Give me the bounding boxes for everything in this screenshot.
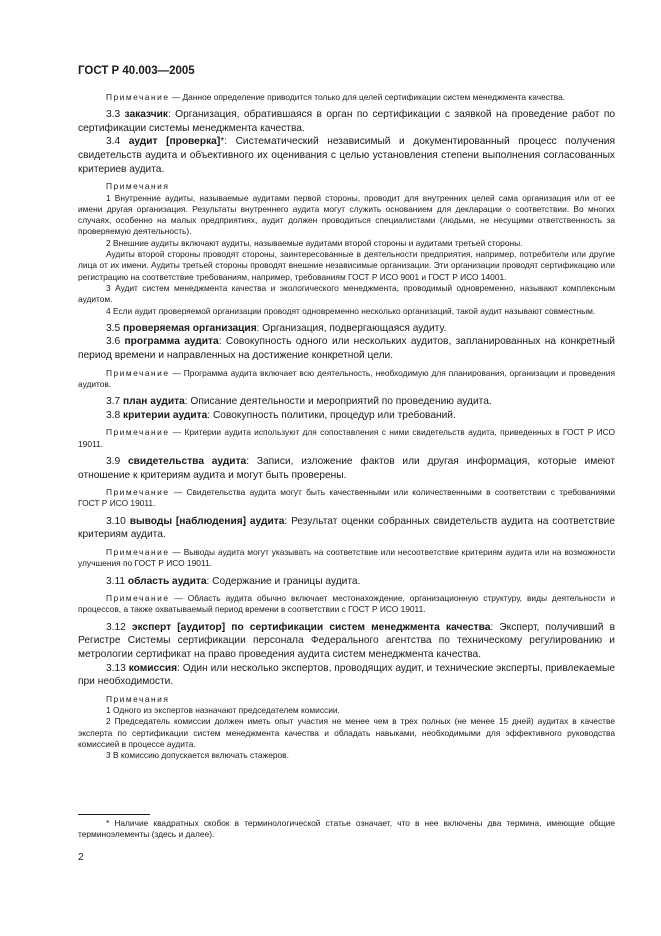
notes-heading-3-13: Примечания <box>106 693 170 704</box>
term-3-11: 3.11 область аудита: Содержание и границы аудита. <box>106 575 361 587</box>
note-3-8: Примечание — Критерии аудита используют для сопоставления с ними свидетельств аудита, приведенных в ГОСТ Р ИСО 19011. <box>78 427 615 449</box>
document-body <box>78 92 615 761</box>
term-name: выводы [наблюдения] аудита <box>129 515 285 527</box>
notes-heading-3-4: Примечания <box>106 181 170 192</box>
note-label: Примечание <box>106 593 170 604</box>
note-3-11: Примечание — Область аудита обычно включает местонахождение, организационную структуру, виды деятельности и процессов, а также охватываемый период времени в соответствии с ГОСТ Р ИСО 19011. <box>78 593 615 615</box>
term-3-3: 3.3 заказчик: Организация, обратившаяся в орган по сертификации с заявкой на проведение работ по сертификации системы менеджмента качества. <box>78 109 616 134</box>
note-3-2: Примечание — Данное определение приводится только для целей сертификации систем менеджмента качества. <box>106 92 566 102</box>
term-name: область аудита <box>127 575 207 587</box>
term-name: эксперт [аудитор] по сертификации систем менеджмента качества <box>131 621 491 633</box>
term-3-13: 3.13 комиссия: Один или несколько экспертов, проводящих аудит, и технические эксперты, привлекаемые при необходимости. <box>78 662 615 688</box>
term-3-8: 3.8 критерии аудита: Совокупность политики, процедур или требований. <box>106 409 456 421</box>
note-3-10: Примечание — Выводы аудита могут указывать на соответствие или несоответствие критериям аудита или на возможности улучшения по ГОСТ Р ИСО 19011. <box>78 546 615 569</box>
term-name: план аудита <box>123 396 185 408</box>
term-3-12: 3.12 эксперт [аудитор] по сертификации систем менеджмента качества: Эксперт, получивший в Регистре Системы сертификации персонала Федерального агентства по техническому регулированию и метрологии сертификат на право проведения аудита систем менеджмента качества. <box>78 621 615 660</box>
term-name: комиссия <box>128 662 178 674</box>
note-3-9: Примечание — Свидетельства аудита могут быть качественными или количественными в соответствии с требованиями ГОСТ Р ИСО 19011. <box>78 487 615 509</box>
note-3-13-2: 2 Председатель комиссии должен иметь опыт участия не менее чем в трех полных (не менее 15 дней) аудитах в качестве эксперта по сертификации систем менеджмента качества и обладать навыками, необходимыми для эффективного руководства комиссией в процессе аудита. <box>78 716 615 749</box>
term-3-7: 3.7 план аудита: Описание деятельности и мероприятий по проведению аудита. <box>106 396 492 408</box>
term-name: программа аудита <box>124 336 219 348</box>
term-3-6: 3.6 программа аудита: Совокупность одного или нескольких аудитов, запланированных на конкретный период времени и направленных на достижение конкретной цели. <box>78 336 615 362</box>
term-name: проверяемая организация <box>123 322 257 334</box>
note-3-13-1: 1 Одного из экспертов назначают председателем комиссии. <box>106 705 340 715</box>
term-3-10: 3.10 выводы [наблюдения] аудита: Результат оценки собранных свидетельств аудита на соответствие критериям аудита. <box>78 515 615 541</box>
note-3-4-1: 1 Внутренние аудиты, называемые аудитами первой стороны, проводит для внутренних целей сама организация или от ее имени другая организация. Результаты внутреннего аудита могут служить основанием для декларации о соответствии. Во многих случаях, особенно на малых предприятиях, аудит должен проводиться специалистами (людьми, не несущими ответственность за проверяемую деятельность). <box>78 192 615 237</box>
note-3-4-2: 2 Внешние аудиты включают аудиты, называемые аудитами второй стороны и аудитами третьей стороны. <box>106 237 523 248</box>
term-name: свидетельства аудита <box>127 455 247 467</box>
note-3-4-4: 4 Если аудит проверяемой организации проводят одновременно несколько организаций, такой аудит называют совместным. <box>106 305 596 316</box>
term-name: критерии аудита <box>123 409 208 421</box>
term-name: аудит [проверка] <box>128 136 221 148</box>
note-label: Примечание <box>106 546 170 557</box>
document-header: ГОСТ Р 40.003—2005 <box>78 65 195 77</box>
note-label: Примечание <box>106 487 170 498</box>
footnote-separator <box>78 814 150 815</box>
note-label: Примечание <box>106 427 170 438</box>
note-3-6: Примечание — Программа аудита включает всю деятельность, необходимую для планирования, организации и проведения аудитов. <box>78 367 615 389</box>
note-3-13-3: 3 В комиссию допускается включать стажеров. <box>106 750 289 761</box>
note-3-4-2b: Аудиты второй стороны проводят стороны, заинтересованные в деятельности предприятия, например, потребители или другие лица от их имени. Аудиты третьей стороны проводят внешние независимые организации. Эти организации проводят сертификацию или регистрацию на соответствие требованиям, например, требованиям ГОСТ Р ИСО 9001 и ГОСТ Р ИСО 14001. <box>78 249 615 282</box>
term-name: заказчик <box>124 109 168 121</box>
note-3-4-3: 3 Аудит систем менеджмента качества и экологического менеджмента, проводимый одновременно, называют комплексным аудитом. <box>78 282 615 305</box>
footnote: * Наличие квадратных скобок в терминологической статье означает, что в нее включены два термина, имеющие общие терминоэлементы (здесь и далее). <box>78 818 615 840</box>
note-label: Примечание <box>106 367 170 378</box>
term-3-5: 3.5 проверяемая организация: Организация, подвергающаяся аудиту. <box>106 322 447 334</box>
note-label: Примечание <box>106 92 170 102</box>
page-number: 2 <box>78 851 84 863</box>
term-3-4: 3.4 аудит [проверка]*: Систематический независимый и документированный процесс получения свидетельств аудита и объективного их оценивания с целью установления степени выполнения согласованных критериев аудита. <box>78 136 615 175</box>
term-3-9: 3.9 свидетельства аудита: Записи, изложение фактов или другая информация, которые имеют отношение к критериям аудита и могут быть проверены. <box>78 455 615 481</box>
